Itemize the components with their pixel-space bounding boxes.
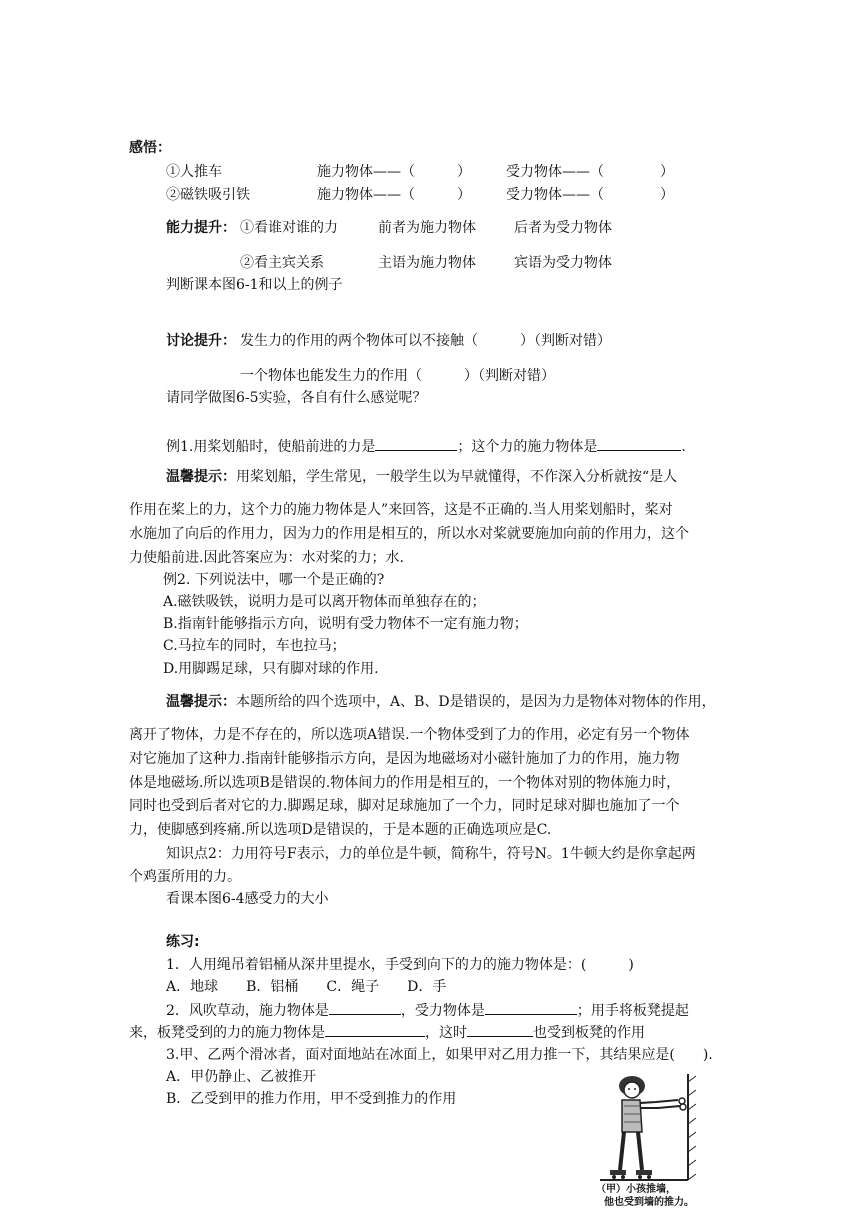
tip-1-line-4: 力使船前进.因此答案应为：水对桨的力；水.	[129, 550, 404, 566]
child-pushing-wall-illustration	[596, 1072, 700, 1184]
exercise-3: 3.甲、乙两个滑冰者，面对面地站在冰面上，如果甲对乙用力推一下，其结果应是( ).	[166, 1047, 713, 1063]
ganwu-shi-2: 施力物体——（ ）	[317, 187, 471, 203]
exercise-2-text-d: 来，板凳受到的力的施力物体是	[129, 1025, 325, 1041]
tip-1-first-line	[166, 467, 677, 487]
exercise-2-text-c: ；用手将板凳提起	[576, 1003, 689, 1019]
label-nengli: 能力提升：	[166, 220, 236, 236]
example-1-blank-1[interactable]	[375, 436, 457, 451]
tip-2-first-line	[166, 692, 716, 712]
exercise-2-blank-4[interactable]	[467, 1022, 533, 1037]
example-2-option-d: D.用脚踢足球，只有脚对球的作用.	[163, 661, 379, 677]
tip-2-line-6: 力，使脚感到疼痛.所以选项D是错误的，于是本题的正确选项应是C.	[129, 822, 552, 838]
example-1-blank-2[interactable]	[597, 436, 681, 451]
knowledge-point-2: 知识点2：力用符号F表示，力的单位是牛顿，简称牛，符号N。1牛顿大约是你拿起两	[166, 846, 696, 862]
tip-2-line-3: 对它施加了这种力.指南针能够指示方向，是因为地磁场对小磁针施加了力的作用，施力物	[129, 751, 680, 767]
tip-2-label: 温馨提示：	[166, 694, 236, 710]
nengli-r2-c: 宾语为受力物体	[514, 255, 612, 271]
tip-2-first-text: 本题所给的四个选项中，A、B、D是错误的，是因为力是物体对物体的作用，	[236, 694, 716, 710]
tip-1-label: 温馨提示：	[166, 469, 236, 485]
knowledge-point-2-cont: 个鸡蛋所用的力。	[129, 869, 241, 885]
exercise-2-line-1	[166, 1000, 689, 1021]
example-1	[166, 436, 686, 457]
example-2-question: 例2. 下列说法中，哪一个是正确的?	[163, 572, 385, 588]
example-2-option-c: C.马拉车的同时，车也拉马；	[163, 638, 346, 654]
ganwu-shou-1: 受力物体——（ ）	[506, 164, 674, 180]
exercise-2-blank-2[interactable]	[485, 1000, 577, 1015]
tip-1-line-3: 水施加了向后的作用力，因为力的作用是相互的，所以水对桨就要施加向前的作用力，这个	[129, 526, 689, 542]
nengli-r1-b: 前者为施力物体	[378, 220, 476, 236]
see-figure-6-4: 看课本图6-4感受力的大小	[166, 891, 329, 907]
nengli-r2-a: ②看主宾关系	[240, 255, 324, 271]
ganwu-item-1: ①人推车	[166, 164, 222, 180]
tip-1-first-text: 用桨划船，学生常见，一般学生以为早就懂得，不作深入分析就按“是人	[236, 469, 678, 485]
figure-caption-line-1: （甲）小孩推墙，	[596, 1184, 676, 1195]
example-2-option-b: B.指南针能够指示方向，说明有受力物体不一定有施力物；	[163, 616, 528, 632]
nengli-judge: 判断课本图6-1和以上的例子	[166, 277, 343, 293]
exercise-3-option-a: A．甲仍静止、乙被推开	[166, 1069, 317, 1085]
section-heading-lianxi: 练习:	[166, 934, 200, 950]
tip-2-line-2: 离开了物体，力是不存在的，所以选项A错误.一个物体受到了力的作用，必定有另一个物体	[129, 727, 690, 743]
exercise-2-blank-1[interactable]	[329, 1000, 401, 1015]
ganwu-item-2: ②磁铁吸引铁	[166, 187, 250, 203]
figure-caption	[596, 1183, 694, 1209]
exercise-2-text-b: ，受力物体是	[400, 1003, 485, 1019]
example-1-text-a: 例1.用桨划船时，使船前进的力是	[166, 439, 376, 455]
tip-1-line-2: 作用在桨上的力，这个力的施力物体是人”来回答，这是不正确的.当人用桨划船时，桨对	[129, 502, 673, 518]
ganwu-shi-1: 施力物体——（ ）	[317, 164, 471, 180]
exercise-1-options: A．地球 B．铝桶 C．绳子 D．手	[166, 979, 447, 995]
exercise-2-text-e: ，这时	[425, 1025, 467, 1041]
figure-caption-line-2: 他也受到墙的推力。	[604, 1197, 694, 1208]
example-1-text-c: .	[681, 439, 686, 455]
nengli-r1-a: ①看谁对谁的力	[240, 220, 338, 236]
exercise-2-blank-3[interactable]	[325, 1022, 425, 1037]
tip-2-line-5: 同时也受到后者对它的力.脚踢足球，脚对足球施加了一个力，同时足球对脚也施加了一个	[129, 798, 680, 814]
nengli-r1-c: 后者为受力物体	[514, 220, 612, 236]
tip-2-line-4: 体是地磁场.所以选项B是错误的.物体间力的作用是相互的，一个物体对别的物体施力时，	[129, 775, 681, 791]
exercise-3-option-b: B．乙受到甲的推力作用，甲不受到推力的作用	[166, 1091, 457, 1107]
taolun-line-3: 请同学做图6-5实验，各自有什么感觉呢？	[166, 390, 427, 406]
label-taolun: 讨论提升：	[166, 333, 236, 349]
exercise-2-line-2	[129, 1022, 645, 1043]
example-2-option-a: A.磁铁吸铁，说明力是可以离开物体而单独存在的；	[163, 594, 486, 610]
taolun-line-1: 发生力的作用的两个物体可以不接触（ ）（判断对错）	[240, 333, 611, 349]
exercise-2-text-a: 2．风吹草动，施力物体是	[166, 1003, 329, 1019]
example-1-text-b: ；这个力的施力物体是	[457, 439, 598, 455]
nengli-r2-b: 主语为施力物体	[378, 255, 476, 271]
section-heading-ganwu: 感悟：	[129, 140, 171, 156]
ganwu-shou-2: 受力物体——（ ）	[506, 187, 674, 203]
taolun-line-2: 一个物体也能发生力的作用（ ）（判断对错）	[240, 368, 555, 384]
exercise-2-text-f: 也受到板凳的作用	[533, 1025, 645, 1041]
exercise-1: 1．人用绳吊着铝桶从深井里提水，手受到向下的力的施力物体是：( )	[166, 957, 634, 973]
